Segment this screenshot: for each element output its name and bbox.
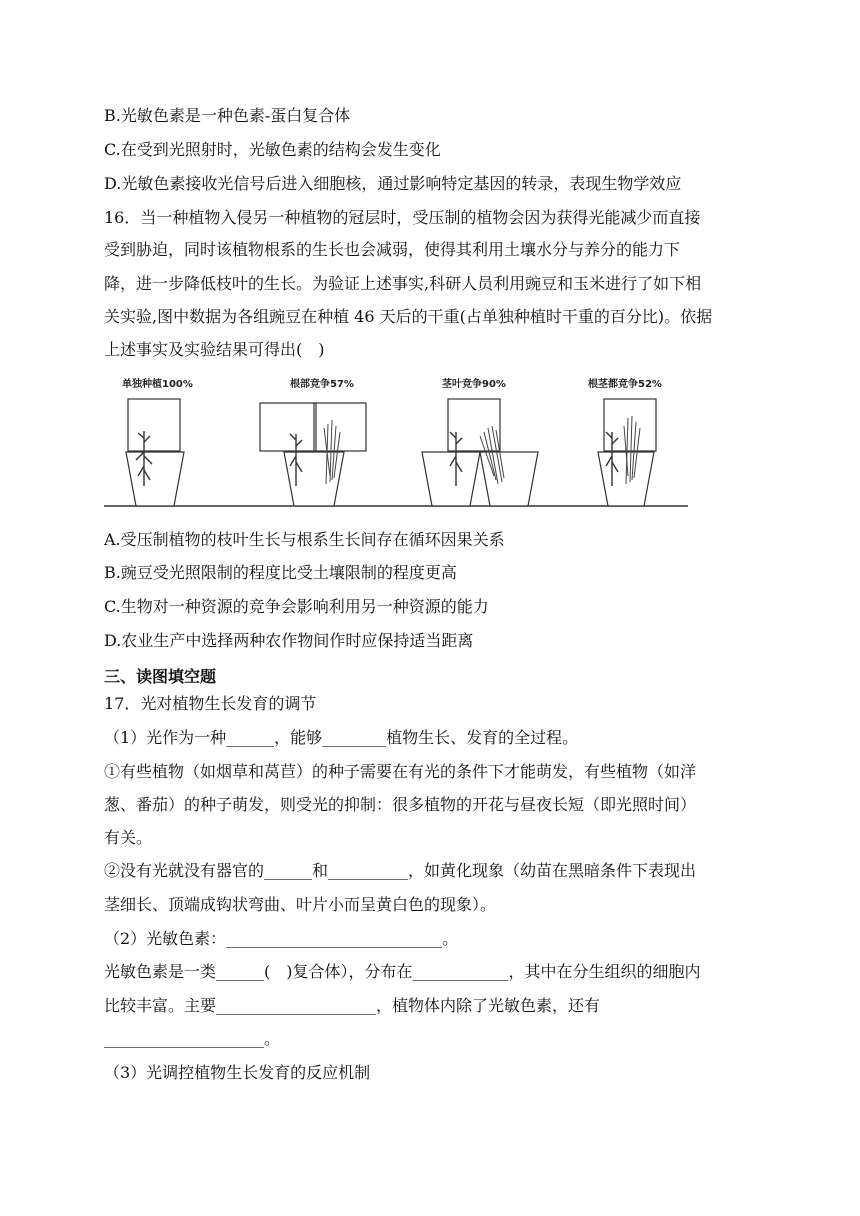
question-16-line-2: 受到胁迫，同时该植物根系的生长也会减弱，使得其利用土壤水分与养分的能力下 bbox=[104, 240, 681, 259]
q17-point-1-line-2: 葱、番茄）的种子萌发，则受光的抑制：很多植物的开花与昼夜长短（即光照时间） bbox=[104, 795, 697, 814]
pot-left bbox=[422, 452, 480, 506]
shoot-box-left bbox=[260, 403, 316, 451]
label-group-3: 茎叶竞争90% bbox=[442, 379, 506, 390]
q17-point-1-line-1: ①有些植物（如烟草和莴苣）的种子需要在有光的条件下才能萌发，有些植物（如洋 bbox=[104, 762, 697, 781]
section-heading: 三、读图填空题 bbox=[104, 667, 217, 686]
option-c[interactable]: C.生物对一种资源的竞争会影响利用另一种资源的能力 bbox=[104, 597, 489, 616]
shoot-box-right bbox=[314, 403, 366, 451]
q17-title: 17．光对植物生长发育的调节 bbox=[104, 694, 317, 713]
question-16-line-1: 16．当一种植物入侵另一种植物的冠层时，受压制的植物会因为获得光能减少而直接 bbox=[104, 208, 701, 227]
label-group-2: 根部竞争57% bbox=[290, 379, 354, 390]
q17-point-2-line-1: ②没有光就没有器官的______和__________，如黄化现象（幼苗在黑暗条件下表现出 bbox=[104, 861, 697, 880]
option-a[interactable]: A.受压制植物的枝叶生长与根系生长间存在循环因果关系 bbox=[104, 530, 505, 549]
group-4-root-and-shoot-competition bbox=[598, 399, 656, 506]
option-d[interactable]: D.农业生产中选择两种农作物间作时应保持适当距离 bbox=[104, 631, 474, 650]
option-b-prev: B.光敏色素是一种色素-蛋白复合体 bbox=[104, 106, 351, 125]
group-3-shoot-competition bbox=[422, 399, 538, 506]
q17-part-2: （2）光敏色素：___________________________。 bbox=[104, 929, 459, 948]
q17-point-2-line-2: 茎细长、顶端成钩状弯曲、叶片小而呈黄白色的现象）。 bbox=[104, 895, 497, 914]
option-b[interactable]: B.豌豆受光照限制的程度比受土壤限制的程度更高 bbox=[104, 563, 457, 582]
q17-part-2-line-3: ____________________。 bbox=[104, 1029, 281, 1048]
option-c-prev: C.在受到光照射时，光敏色素的结构会发生变化 bbox=[104, 140, 441, 159]
label-group-1: 单独种植100% bbox=[122, 379, 193, 390]
shoot-box bbox=[128, 399, 180, 451]
group-1-alone bbox=[126, 399, 184, 506]
group-2-root-competition bbox=[260, 403, 366, 506]
question-16-line-4: 关实验,图中数据为各组豌豆在种植 46 天后的干重(占单独种植时干重的百分比)。依据 bbox=[104, 307, 713, 326]
q17-part-2-line-1: 光敏色素是一类______( )复合体），分布在____________，其中在分生组织的细胞内 bbox=[104, 962, 701, 981]
q17-part-3: （3）光调控植物生长发育的反应机制 bbox=[104, 1063, 371, 1082]
label-group-4: 根茎都竞争52% bbox=[588, 379, 662, 390]
q17-part-2-line-2: 比较丰富。主要____________________，植物体内除了光敏色素，还有 bbox=[104, 996, 601, 1015]
q17-point-1-line-3: 有关。 bbox=[104, 828, 153, 847]
experiment-figure bbox=[104, 376, 688, 512]
question-16-line-3: 降，进一步降低枝叶的生长。为验证上述事实,科研人员利用豌豆和玉米进行了如下相 bbox=[104, 274, 702, 293]
q17-part-1: （1）光作为一种______，能够________植物生长、发育的全过程。 bbox=[104, 728, 579, 747]
pot bbox=[126, 452, 184, 506]
option-d-prev: D.光敏色素接收光信号后进入细胞核，通过影响特定基因的转录，表现生物学效应 bbox=[104, 174, 682, 193]
question-16-line-5: 上述事实及实验结果可得出( ) bbox=[104, 340, 325, 359]
